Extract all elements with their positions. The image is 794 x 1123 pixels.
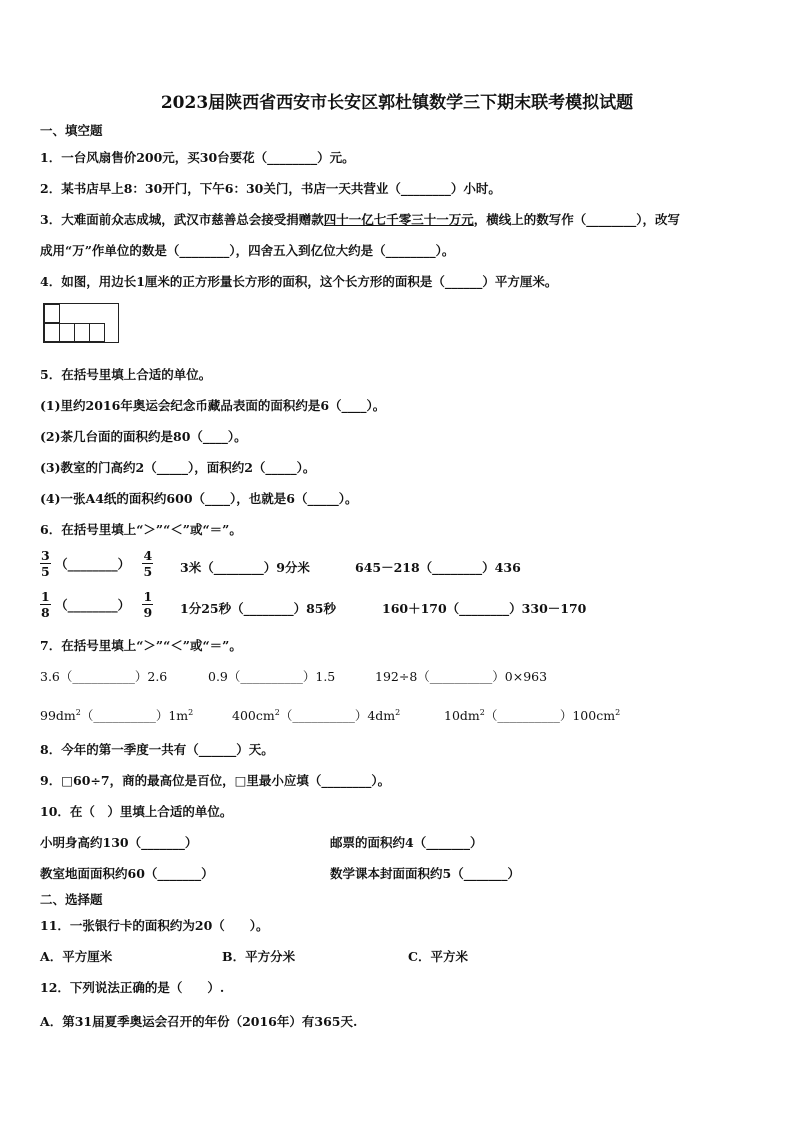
question-3-before: 3．大难面前众志成城，武汉市慈善总会接受捐赠款: [40, 212, 324, 227]
question-11-option-b: B．平方分米: [222, 949, 296, 964]
question-11-stem: 11．一张银行卡的面积约为20（ ）。: [40, 918, 269, 933]
unit-square-bottom-2: [59, 323, 75, 342]
question-7-row-1-item-3: 192÷8（__________）0×963: [375, 669, 548, 684]
question-6-row-2-compare-2: 1分25秒（________）85秒: [180, 601, 336, 616]
question-6-stem: 6．在括号里填上“＞”“＜”或“＝”。: [40, 522, 242, 537]
question-5-item-3: (3)教室的门高约2（_____），面积约2（_____）。: [40, 460, 316, 475]
question-6-row-1-compare-2: 3米（________）9分米: [180, 560, 310, 575]
question-11-option-c: C．平方米: [408, 949, 468, 964]
question-6-row-2-compare-3: 160＋170（________）330－170: [382, 601, 587, 616]
question-10-item-2: 邮票的面积约4（_______）: [330, 835, 483, 850]
question-3-after: ，横线上的数写作（________），改写: [473, 212, 680, 227]
question-3-line-2: 成用“万”作单位的数是（________），四舍五入到亿位大约是（________）。: [40, 243, 455, 258]
question-2: 2．某书店早上8：30开门，下午6：30关门，书店一天共营业（________）小时。: [40, 181, 501, 196]
unit-square-bottom-1: [44, 323, 60, 342]
question-10-item-4: 数学课本封面面积约5（_______）: [330, 866, 520, 881]
question-12-stem: 12．下列说法正确的是（ ）.: [40, 980, 225, 995]
question-1: 1．一台风扇售价200元，买30台要花（________）元。: [40, 150, 355, 165]
fraction-1-9: $\frac{1}{9}$: [143, 589, 153, 620]
question-10-stem: 10．在（ ）里填上合适的单位。: [40, 804, 233, 819]
fraction-3-5: $\frac{3}{5}$: [41, 548, 50, 579]
question-12-option-a: A．第31届夏季奥运会召开的年份（2016年）有365天.: [40, 1014, 358, 1029]
question-5-stem: 5．在括号里填上合适的单位。: [40, 367, 212, 382]
question-5-item-4: (4)一张A4纸的面积约600（____），也就是6（_____）。: [40, 491, 358, 506]
question-7-row-2-item-2: $400cm^2(\_\_\_\_\_\_\_\_\_\_)4dm^2$: [232, 707, 401, 723]
question-3-line-1: [40, 210, 680, 228]
question-10-item-1: 小明身高约130（_______）: [40, 835, 198, 850]
question-8: 8．今年的第一季度一共有（______）天。: [40, 742, 274, 757]
section-heading-fill: 一、填空题: [40, 123, 103, 138]
unit-square-top: [44, 304, 60, 323]
question-9: 9．□60÷7，商的最高位是百位，□里最小应填（________）。: [40, 773, 391, 788]
section-heading-choice: 二、选择题: [40, 892, 103, 907]
question-6-row-2-fraction-compare: [40, 589, 153, 620]
question-7-row-1-item-2: 0.9（__________）1.5: [208, 669, 336, 684]
question-5-item-1: (1)里约2016年奥运会纪念币藏品表面的面积约是6（____）。: [40, 398, 386, 413]
question-7-row-1-item-1: 3.6（__________）2.6: [40, 669, 168, 684]
question-10-item-3: 教室地面面积约60（_______）: [40, 866, 214, 881]
question-7-stem: 7．在括号里填上“＞”“＜”或“＝”。: [40, 638, 242, 653]
question-11-option-a: A．平方厘米: [40, 949, 113, 964]
question-4: 4．如图，用边长1厘米的正方形量长方形的面积，这个长方形的面积是（______）平方厘米。: [40, 274, 558, 289]
unit-square-rectangle-figure: [43, 303, 119, 343]
question-5-item-2: (2)茶几台面的面积约是80（____）。: [40, 429, 247, 444]
blank: （________）: [55, 556, 131, 572]
question-7-row-2-item-3: $10dm^2(\_\_\_\_\_\_\_\_\_\_)100cm^2$: [444, 707, 621, 723]
fraction-4-5: $\frac{4}{5}$: [143, 548, 153, 579]
page-title: 2023届陕西省西安市长安区郭杜镇数学三下期末联考模拟试题: [160, 93, 634, 113]
unit-square-bottom-3: [74, 323, 90, 342]
question-3-underlined-number: 四十一亿七千零三十一万元: [323, 212, 474, 227]
question-7-row-2-item-1: $99dm^2(\_\_\_\_\_\_\_\_\_\_)1m^2$: [40, 707, 194, 723]
unit-square-bottom-4: [89, 323, 105, 342]
question-6-row-1-compare-3: 645－218（________）436: [355, 560, 521, 575]
blank: （________）: [55, 597, 131, 613]
question-6-row-1-fraction-compare: [40, 548, 153, 579]
fraction-1-8: $\frac{1}{8}$: [41, 589, 50, 620]
